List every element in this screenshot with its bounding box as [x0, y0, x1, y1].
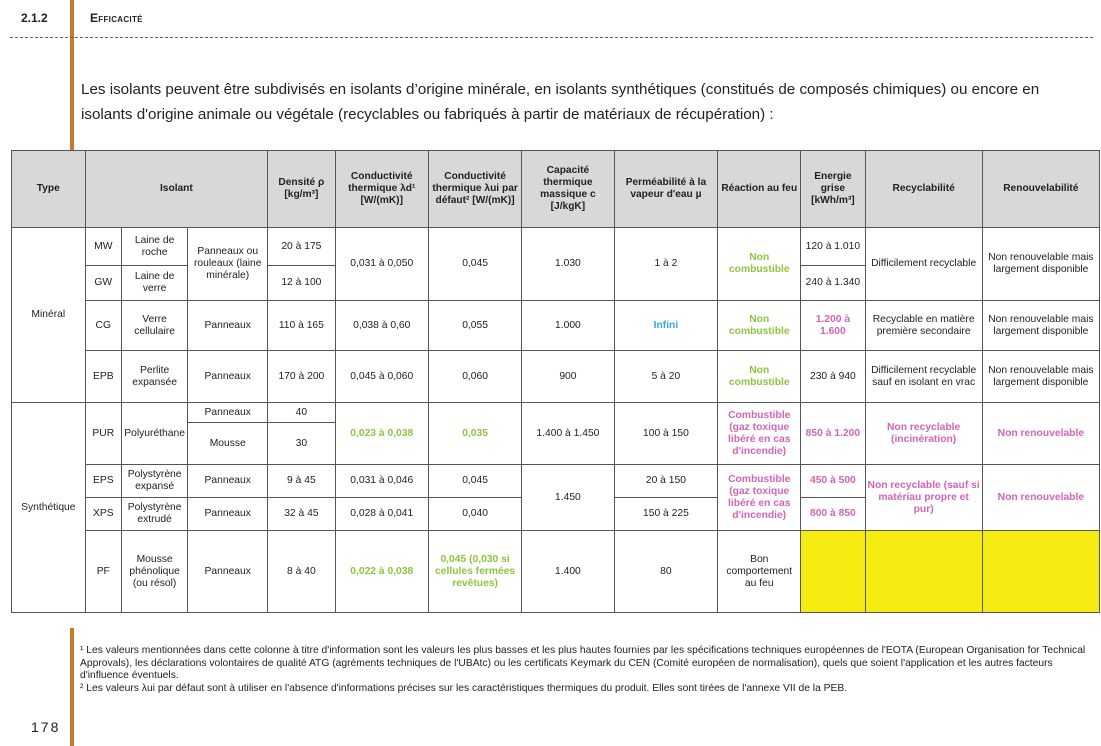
capacity-cell: 1.450	[522, 465, 614, 531]
form-cell: Panneaux	[188, 301, 268, 351]
conddef-cell: 0,045	[428, 465, 521, 498]
col-conductivite-defaut: Conductivité thermique λui par défaut² [W/(mK)]	[428, 151, 521, 228]
energy-cell: 230 à 940	[801, 351, 865, 403]
code-cell: MW	[85, 228, 121, 266]
table-row	[12, 351, 1100, 403]
code-cell: EPS	[85, 465, 121, 498]
perm-cell: 100 à 150	[614, 403, 718, 465]
density-cell: 40	[268, 403, 335, 423]
intro-paragraph: Les isolants peuvent être subdivisés en isolants d’origine minérale, en isolants synthétiques (constitués de composés chimiques) ou encore en isolants d'origine animale ou végétale (recyclables ou fabriqués à partir de matériaux de récupération) :	[81, 81, 1040, 123]
conddef-cell: 0,055	[428, 301, 521, 351]
name-cell: Laine de verre	[121, 266, 187, 301]
energy-cell: 450 à 500	[801, 465, 865, 498]
table-header-row	[12, 151, 1100, 228]
conddef-cell: 0,035	[428, 403, 521, 465]
perm-cell: 1 à 2	[614, 228, 718, 301]
footnotes	[80, 645, 1095, 695]
cond-cell: 0,028 à 0,041	[335, 498, 428, 531]
margin-bar-bottom	[70, 628, 74, 746]
recyc-cell: Difficilement recyclable sauf en isolant en vrac	[865, 351, 982, 403]
col-energie-grise: Energie grise [kWh/m³]	[801, 151, 865, 228]
form-cell: Panneaux	[188, 498, 268, 531]
form-cell: Mousse	[188, 423, 268, 465]
recyc-cell: Difficilement recyclable	[865, 228, 982, 301]
perm-cell: 20 à 150	[614, 465, 718, 498]
form-cell: Panneaux	[188, 351, 268, 403]
form-cell: Panneaux	[188, 403, 268, 423]
renouv-cell: Non renouvelable mais largement disponible	[982, 351, 1099, 403]
form-cell: Panneaux ou rouleaux (laine minérale)	[188, 228, 268, 301]
cond-cell: 0,023 à 0,038	[335, 403, 428, 465]
renouv-cell: Non renouvelable mais largement disponible	[982, 228, 1099, 301]
perm-cell: 80	[614, 531, 718, 613]
col-permeabilite: Perméabilité à la vapeur d'eau µ	[614, 151, 718, 228]
fire-cell: Non combustible	[718, 228, 801, 301]
energy-cell: 120 à 1.010	[801, 228, 865, 266]
renouv-cell-empty	[982, 531, 1099, 613]
perm-cell: Infini	[614, 301, 718, 351]
table-row	[12, 531, 1100, 613]
group-mineral: Minéral	[12, 228, 86, 403]
capacity-cell: 1.400 à 1.450	[522, 403, 614, 465]
name-cell: Mousse phénolique (ou résol)	[121, 531, 187, 613]
conddef-cell: 0,060	[428, 351, 521, 403]
fire-cell: Combustible (gaz toxique libéré en cas d'incendie)	[718, 465, 801, 531]
code-cell: PUR	[85, 403, 121, 465]
section-header	[21, 11, 1091, 35]
table-row	[12, 228, 1100, 266]
col-renouvelabilite: Renouvelabilité	[982, 151, 1099, 228]
density-cell: 110 à 165	[268, 301, 335, 351]
header-divider	[10, 37, 1093, 38]
capacity-cell: 1.000	[522, 301, 614, 351]
name-cell: Polystyrène extrudé	[121, 498, 187, 531]
recyc-cell: Non recyclable (sauf si matériau propre et pur)	[865, 465, 982, 531]
code-cell: XPS	[85, 498, 121, 531]
insulation-table	[11, 150, 1100, 613]
table-row	[12, 465, 1100, 498]
density-cell: 20 à 175	[268, 228, 335, 266]
form-cell: Panneaux	[188, 531, 268, 613]
group-synthetique: Synthétique	[12, 403, 86, 613]
cond-cell: 0,022 à 0,038	[335, 531, 428, 613]
code-cell: EPB	[85, 351, 121, 403]
page-number: 178	[31, 719, 61, 735]
col-conductivite: Conductivité thermique λd¹ [W/(mK)]	[335, 151, 428, 228]
code-cell: CG	[85, 301, 121, 351]
table-row	[12, 301, 1100, 351]
conddef-cell: 0,040	[428, 498, 521, 531]
name-cell: Verre cellulaire	[121, 301, 187, 351]
recyc-cell: Non recyclable (incinération)	[865, 403, 982, 465]
cond-cell: 0,038 à 0,60	[335, 301, 428, 351]
density-cell: 12 à 100	[268, 266, 335, 301]
energy-cell: 850 à 1.200	[801, 403, 865, 465]
cond-cell: 0,031 à 0,050	[335, 228, 428, 301]
energy-cell-empty	[801, 531, 865, 613]
name-cell: Laine de roche	[121, 228, 187, 266]
col-isolant: Isolant	[85, 151, 268, 228]
fire-cell: Combustible (gaz toxique libéré en cas d'incendie)	[718, 403, 801, 465]
table-row	[12, 403, 1100, 423]
density-cell: 30	[268, 423, 335, 465]
density-cell: 9 à 45	[268, 465, 335, 498]
renouv-cell: Non renouvelable	[982, 465, 1099, 531]
name-cell: Polystyrène expansé	[121, 465, 187, 498]
density-cell: 170 à 200	[268, 351, 335, 403]
density-cell: 32 à 45	[268, 498, 335, 531]
recyc-cell: Recyclable en matière première secondaire	[865, 301, 982, 351]
fire-cell: Bon comportement au feu	[718, 531, 801, 613]
capacity-cell: 900	[522, 351, 614, 403]
conddef-cell: 0,045 (0,030 si cellules fermées revêtues)	[428, 531, 521, 613]
code-cell: GW	[85, 266, 121, 301]
form-cell: Panneaux	[188, 465, 268, 498]
footnote-2: ² Les valeurs λui par défaut sont à utiliser en l'absence d'informations précises sur les caractéristiques thermiques du produit. Elles sont tirées de l'annexe VII de la PEB.	[80, 682, 848, 694]
perm-cell: 5 à 20	[614, 351, 718, 403]
footnote-1: ¹ Les valeurs mentionnées dans cette colonne à titre d'information sont les valeurs les plus basses et les plus hautes fournies par les spécifications techniques européennes de l'EOTA (European Organisation for Technical Approvals), les déclarations volontaires de qualité ATG (agréments techniques de l'UBAtc) ou les certificats Keymark du CEN (Comité européen de normalisation), quels que soient l'application et les autres facteurs d'influence éventuels.	[80, 645, 1086, 681]
density-cell: 8 à 40	[268, 531, 335, 613]
renouv-cell: Non renouvelable mais largement disponible	[982, 301, 1099, 351]
cond-cell: 0,031 à 0,046	[335, 465, 428, 498]
col-densite: Densité ρ [kg/m³]	[268, 151, 335, 228]
code-cell: PF	[85, 531, 121, 613]
col-type: Type	[12, 151, 86, 228]
name-cell: Polyuréthane	[121, 403, 187, 465]
capacity-cell: 1.400	[522, 531, 614, 613]
section-title: Efficacité	[90, 11, 143, 25]
perm-cell: 150 à 225	[614, 498, 718, 531]
conddef-cell: 0,045	[428, 228, 521, 301]
fire-cell: Non combustible	[718, 351, 801, 403]
energy-cell: 1.200 à 1.600	[801, 301, 865, 351]
capacity-cell: 1.030	[522, 228, 614, 301]
fire-cell: Non combustible	[718, 301, 801, 351]
energy-cell: 240 à 1.340	[801, 266, 865, 301]
energy-cell: 800 à 850	[801, 498, 865, 531]
section-number: 2.1.2	[21, 11, 48, 25]
recyc-cell-empty	[865, 531, 982, 613]
col-capacite: Capacité thermique massique c [J/kgK]	[522, 151, 614, 228]
name-cell: Perlite expansée	[121, 351, 187, 403]
col-reaction-feu: Réaction au feu	[718, 151, 801, 228]
cond-cell: 0,045 à 0,060	[335, 351, 428, 403]
renouv-cell: Non renouvelable	[982, 403, 1099, 465]
col-recyclabilite: Recyclabilité	[865, 151, 982, 228]
